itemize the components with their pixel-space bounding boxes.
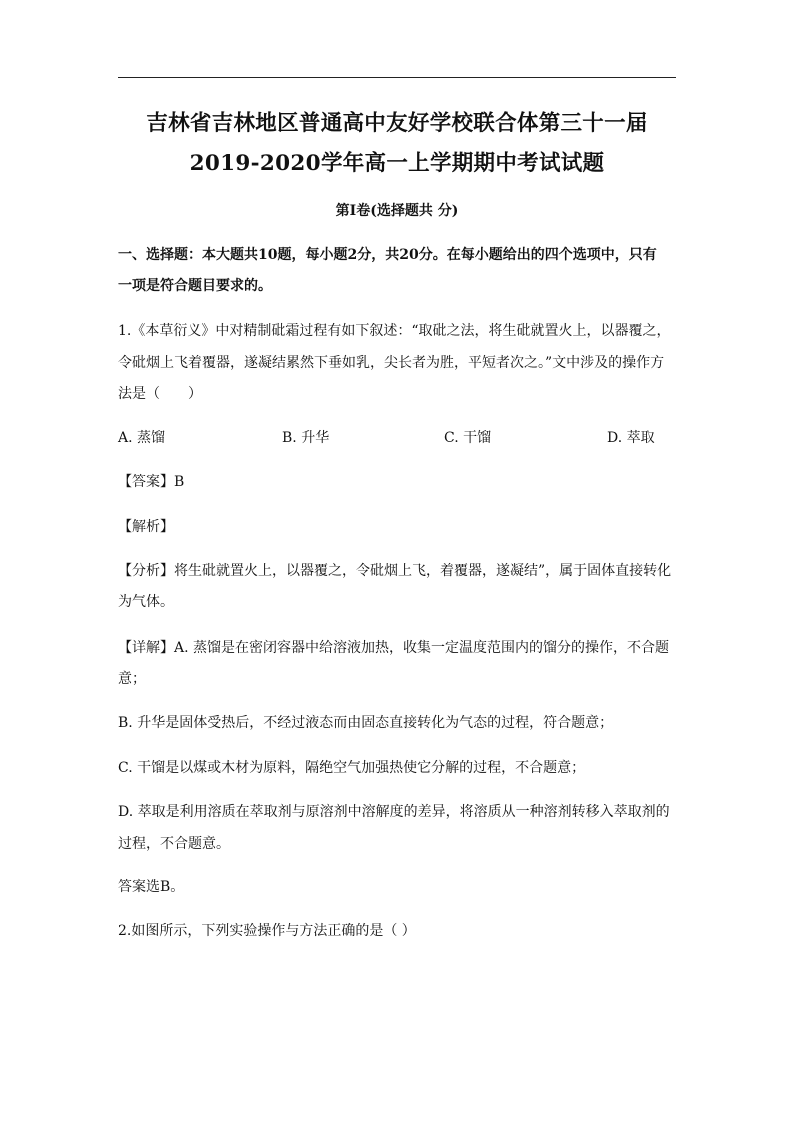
- q1-detail-d-line2: 过程，不合题意。: [118, 836, 230, 852]
- q1-detail-b: B. 升华是固体受热后，不经过液态而由固态直接转化为气态的过程，符合题意；: [118, 715, 614, 731]
- q1-stem-line2: 令砒烟上飞着覆器，遂凝结累然下垂如乳，尖长者为胜，平短者次之。”文中涉及的操作方: [118, 355, 665, 371]
- q1-detail-a-line2: 意；: [118, 671, 146, 687]
- q1-analysis-heading: 【解析】: [118, 519, 174, 535]
- document-title-line1: 吉林省吉林地区普通高中友好学校联合体第三十一届: [146, 111, 648, 136]
- q1-detail-d-line1: D. 萃取是利用溶质在萃取剂与原溶剂中溶解度的差异，将溶质从一种溶剂转移入萃取剂的: [118, 804, 670, 820]
- q1-fenxi-line1: 【分析】将生砒就置火上，以器覆之，令砒烟上飞，着覆器，遂凝结”，属于固体直接转化: [118, 563, 672, 579]
- q1-option-b: B. 升华: [282, 430, 330, 446]
- q1-stem-line1: 1.《本草衍义》中对精制砒霜过程有如下叙述：“取砒之法，将生砒就置火上，以器覆之，: [118, 323, 671, 339]
- q1-stem-line3: 法是（ ）: [118, 386, 202, 402]
- q2-stem: 2.如图所示，下列实验操作与方法正确的是（ ）: [118, 923, 416, 939]
- q1-detail-a-line1: 【详解】A. 蒸馏是在密闭容器中给溶液加热，收集一定温度范围内的馏分的操作，不合题: [118, 640, 670, 656]
- q1-option-a: A. 蒸馏: [118, 430, 166, 446]
- q1-fenxi-line2: 为气体。: [118, 594, 174, 610]
- document-title-line2: 2019-2020学年高一上学期期中考试试题: [189, 151, 605, 176]
- section-intro-line2: 一项是符合题目要求的。: [118, 278, 272, 294]
- header-rule: [118, 77, 676, 78]
- volume-heading: 第Ⅰ卷(选择题共 分): [335, 203, 459, 219]
- q1-detail-c: C. 干馏是以煤或木材为原料，隔绝空气加强热使它分解的过程，不合题意；: [118, 760, 586, 776]
- q1-option-c: C. 干馏: [444, 430, 492, 446]
- q1-conclusion: 答案选B。: [118, 879, 185, 895]
- section-intro-line1: 一、选择题：本大题共10题，每小题2分，共20分。在每小题给出的四个选项中，只有: [118, 247, 657, 263]
- q1-option-d: D. 萃取: [607, 430, 655, 446]
- q1-answer: 【答案】B: [118, 474, 185, 490]
